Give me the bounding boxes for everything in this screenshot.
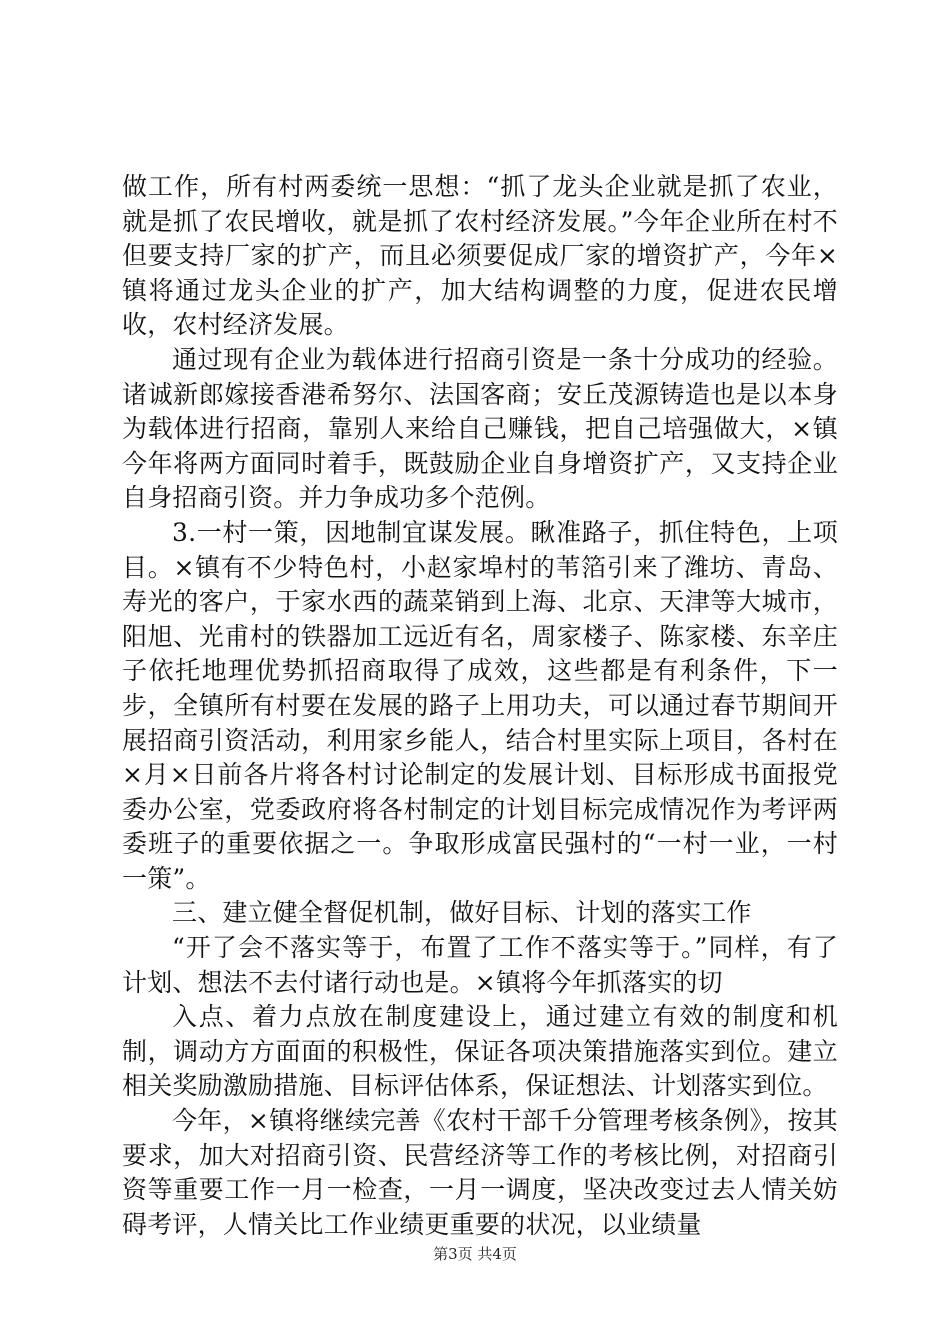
paragraph-assessment-regulations: 今年，×镇将继续完善《农村干部千分管理考核条例》，按其要求，加大对招商引资、民营经济等工作的考核比例，对招商引资等重要工作一月一检查，一月一调度，坚决改变过去人情关妨碍考评，人情关比工作业绩更重要的状况，以业绩量: [122, 1106, 838, 1239]
document-body: [122, 170, 838, 1242]
page-number-footer: 第3页 共4页: [433, 1245, 517, 1263]
section-heading-supervision: 三、建立健全督促机制，做好目标、计划的落实工作: [172, 898, 752, 928]
paragraph-continuation: 做工作，所有村两委统一思想：“抓了龙头企业就是抓了农业，就是抓了农民增收，就是抓了农村经济发展。”今年企业所在村不但要支持厂家的扩产，而且必须要促成厂家的增资扩产，今年×镇将通过龙头企业的扩产，加大结构调整的力度，促进农民增收，农村经济发展。: [122, 172, 838, 340]
paragraph-one-village-one-policy: 3.一村一策，因地制宜谋发展。瞅准路子，抓住特色，上项目。×镇有不少特色村，小赵家埠村的苇箔引来了潍坊、青岛、寿光的客户，于家水西的蔬菜销到上海、北京、天津等大城市，阳旭、光甫村的铁器加工远近有名，周家楼子、陈家楼、东辛庄子依托地理优势抓招商取得了成效，这些都是有利条件，下一步，全镇所有村要在发展的路子上用功夫，可以通过春节期间开展招商引资活动，利用家乡能人，结合村里实际上项目，各村在×月×日前各片将各村讨论制定的发展计划、目标形成书面报党委办公室，党委政府将各村制定的计划目标完成情况作为考评两委班子的重要依据之一。争取形成富民强村的“一村一业，一村一策”。: [122, 517, 838, 893]
paragraph-institution-building: 入点、着力点放在制度建设上，通过建立有效的制度和机制，调动方方面面的积极性，保证各项决策措施落实到位。建立相关奖励激励措施、目标评估体系，保证想法、计划落实到位。: [122, 1002, 838, 1101]
paragraph-investment-experience: 通过现有企业为载体进行招商引资是一条十分成功的经验。诸诚新郎嫁接香港希努尔、法国客商；安丘茂源铸造也是以本身为载体进行招商，靠别人来给自己赚钱，把自己培强做大，×镇今年将两方面同时着手，既鼓励企业自身增资扩产，又支持企业自身招商引资。并力争成功多个范例。: [122, 344, 838, 513]
paragraph-implementation-quote: “开了会不落实等于，布置了工作不落实等于。”同样，有了计划、想法不去付诸行动也是。×镇将今年抓落实的切: [122, 933, 838, 997]
